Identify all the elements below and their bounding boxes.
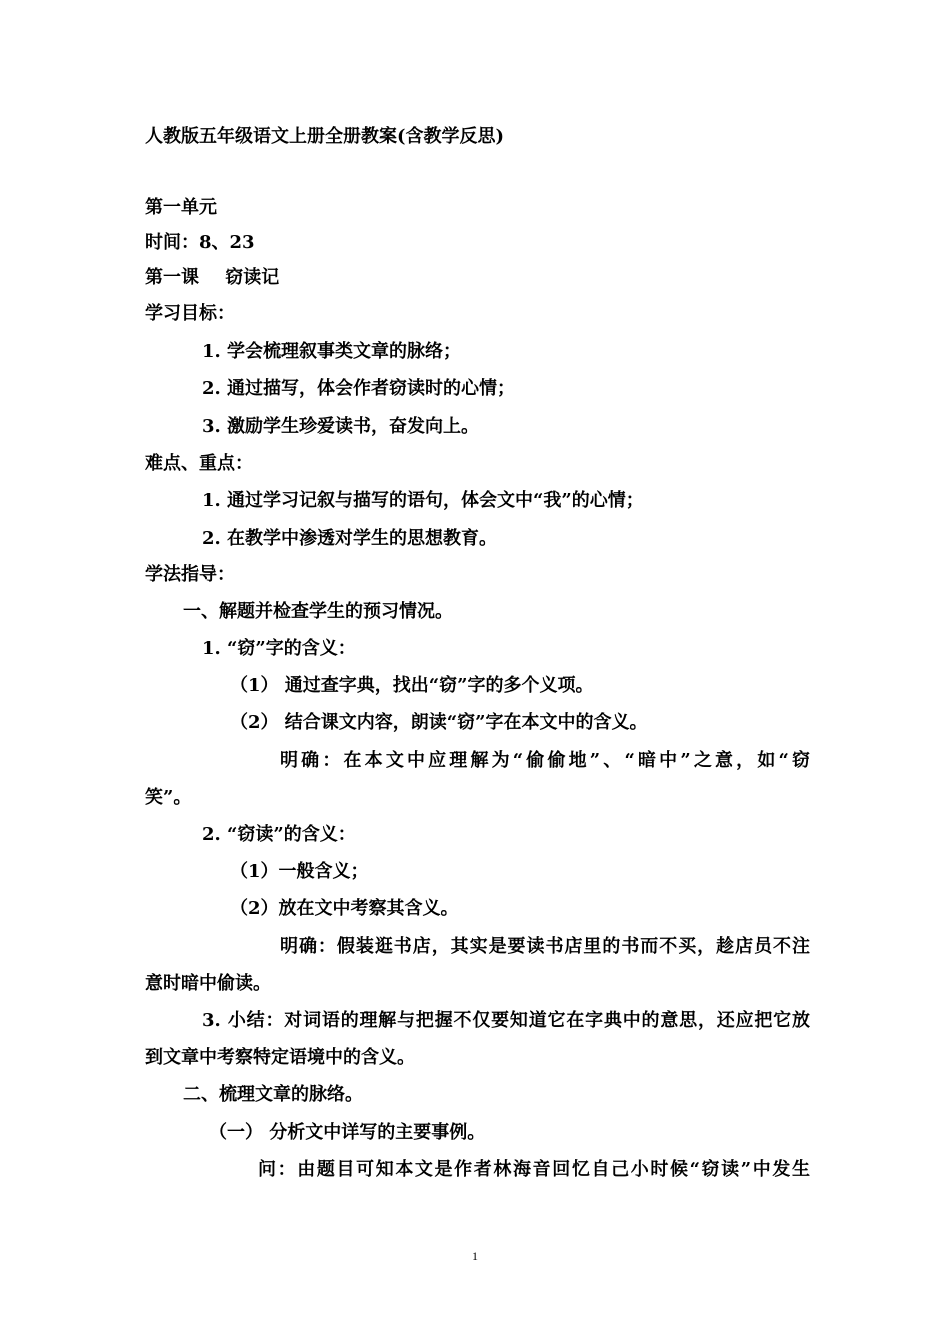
lesson-heading: 第一课 窃读记 (145, 267, 280, 288)
unit-heading: 第一单元 (145, 197, 217, 218)
key-points-heading: 难点、重点： (145, 453, 253, 474)
clarify-line-2: 笑”。 (145, 787, 192, 808)
clarify-line-1: 明确：假装逛书店，其实是要读书店里的书而不买，趁店员不注 (280, 936, 810, 957)
key-point-item: 2. 在教学中渗透对学生的思想教育。 (202, 528, 498, 549)
section-one-item-1b: （2） 结合课文内容，朗读“窃”字在本文中的含义。 (230, 712, 648, 733)
time-line: 时间：8、23 (145, 232, 255, 253)
method-heading: 学法指导： (145, 564, 235, 585)
clarify-line-2: 意时暗中偷读。 (145, 973, 271, 994)
section-one-item-1a: （1） 通过查字典，找出“窃”字的多个义项。 (230, 675, 594, 696)
goal-item: 3. 激励学生珍爱读书，奋发向上。 (202, 416, 480, 437)
goal-item: 1. 学会梳理叙事类文章的脉络； (202, 341, 462, 362)
clarify-line-1: 明确：在本文中应理解为“偷偷地”、“暗中”之意，如“窃 (280, 750, 810, 771)
question-line: 问：由题目可知本文是作者林海音回忆自己小时候“窃读”中发生 (258, 1159, 810, 1180)
section-one-item-2b: （2）放在文中考察其含义。 (230, 898, 459, 919)
section-one-item-2a: （1）一般含义； (230, 861, 369, 882)
key-point-item: 1. 通过学习记叙与描写的语句，体会文中“我”的心情； (202, 490, 644, 511)
section-one-item-2: 2. “窃读”的含义： (202, 824, 356, 845)
document-title: 人教版五年级语文上册全册教案(含教学反思) (145, 126, 505, 147)
section-two-title: 二、梳理文章的脉络。 (183, 1084, 363, 1105)
goals-heading: 学习目标： (145, 303, 235, 324)
summary-line-2: 到文章中考察特定语境中的含义。 (145, 1047, 415, 1068)
summary-line-1: 3. 小结：对词语的理解与把握不仅要知道它在字典中的意思，还应把它放 (202, 1010, 810, 1031)
section-one-item-1: 1. “窃”字的含义： (202, 638, 356, 659)
section-one-title: 一、解题并检查学生的预习情况。 (183, 601, 453, 622)
goal-item: 2. 通过描写，体会作者窃读时的心情； (202, 378, 516, 399)
section-two-sub-1: （一） 分析文中详写的主要事例。 (209, 1122, 486, 1143)
page-number: 1 (472, 1249, 478, 1263)
